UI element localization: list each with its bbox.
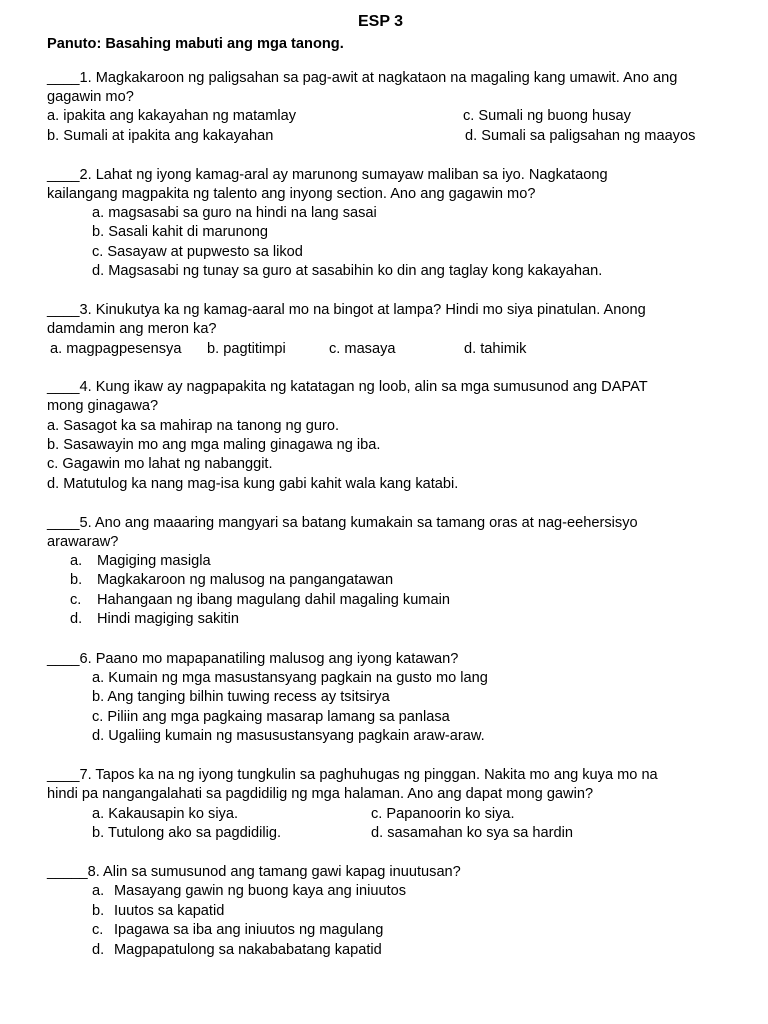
choice-a: a. magsasabi sa guro na hindi na lang sasai	[92, 205, 377, 221]
question-stem: damdamin ang meron ka?	[47, 321, 217, 337]
instruction: Panuto: Basahing mabuti ang mga tanong.	[47, 36, 344, 52]
question-stem: ____5. Ano ang maaaring mangyari sa batang kumakain sa tamang oras at nag-eehersisyo	[47, 515, 638, 531]
choice-marker-a: a.	[92, 883, 105, 899]
choice-c: Hahangaan ng ibang magulang dahil magaling kumain	[97, 592, 450, 608]
choice-b: b. Sasawayin mo ang mga maling ginagawa ng iba.	[47, 437, 381, 453]
question-stem: hindi pa nangangalahati sa pagdidilig ng mga halaman. Ano ang dapat mong gawin?	[47, 786, 594, 802]
choice-b: b. Sasali kahit di marunong	[92, 224, 269, 240]
choice-a: Masayang gawin ng buong kaya ang iniuutos	[114, 883, 407, 899]
choice-marker-b: b.	[92, 903, 105, 919]
choice-c: c. Piliin ang mga pagkaing masarap lamang sa panlasa	[92, 709, 450, 725]
choice-d: d. Ugaliing kumain ng masusustansyang pagkain araw-araw.	[92, 728, 485, 744]
choice-c: c. Gagawin mo lahat ng nabanggit.	[47, 456, 273, 472]
choice-d: d. sasamahan ko sya sa hardin	[371, 825, 573, 841]
choice-a: a. Kakausapin ko siya.	[92, 806, 239, 822]
choice-d: d. Magsasabi ng tunay sa guro at sasabihin ko din ang taglay kong kakayahan.	[92, 263, 603, 279]
question-stem: kailangang magpakita ng talento ang inyong section. Ano ang gagawin mo?	[47, 186, 536, 202]
choice-d: Hindi magiging sakitin	[97, 611, 239, 627]
choice-marker-d: d.	[70, 611, 83, 627]
choice-d: d. Matutulog ka nang mag-isa kung gabi kahit wala kang katabi.	[47, 476, 459, 492]
choice-marker-d: d.	[92, 942, 105, 958]
choice-b: b. Ang tanging bilhin tuwing recess ay tsitsirya	[92, 689, 390, 705]
choice-c: c. Papanoorin ko siya.	[371, 806, 515, 822]
choice-a: a. Kumain ng mga masustansyang pagkain na gusto mo lang	[92, 670, 488, 686]
choice-marker-b: b.	[70, 572, 83, 588]
question-stem: ____6. Paano mo mapapanatiling malusog ang iyong katawan?	[47, 651, 459, 667]
question-stem: ____4. Kung ikaw ay nagpapakita ng katatagan ng loob, alin sa mga sumusunod ang DAPAT	[47, 379, 648, 395]
choice-d: Magpapatulong sa nakababatang kapatid	[114, 942, 382, 958]
choice-a: Magiging masigla	[97, 553, 211, 569]
choice-c: Ipagawa sa iba ang iniuutos ng magulang	[114, 922, 384, 938]
choice-d: d. tahimik	[464, 341, 527, 357]
question-stem: ____1. Magkakaroon ng paligsahan sa pag-awit at nagkataon na magaling kang umawit. Ano ang	[47, 70, 678, 86]
choice-b: b. Sumali at ipakita ang kakayahan	[47, 128, 274, 144]
question-stem: ____3. Kinukutya ka ng kamag-aaral mo na bingot at lampa? Hindi mo siya pinatulan. Anong	[47, 302, 646, 318]
question-stem: mong ginagawa?	[47, 398, 159, 414]
question-stem: _____8. Alin sa sumusunod ang tamang gawi kapag inuutusan?	[47, 864, 461, 880]
choice-marker-a: a.	[70, 553, 83, 569]
choice-b: b. pagtitimpi	[207, 341, 286, 357]
page-title: ESP 3	[358, 13, 404, 30]
choice-c: c. Sumali ng buong husay	[463, 108, 631, 124]
choice-a: a. Sasagot ka sa mahirap na tanong ng guro.	[47, 418, 340, 434]
choice-marker-c: c.	[70, 592, 82, 608]
choice-c: c. Sasayaw at pupwesto sa likod	[92, 244, 303, 260]
choice-c: c. masaya	[329, 341, 396, 357]
choice-b: Iuutos sa kapatid	[114, 903, 225, 919]
choice-b: b. Tutulong ako sa pagdidilig.	[92, 825, 282, 841]
choice-a: a. ipakita ang kakayahan ng matamlay	[47, 108, 297, 124]
choice-marker-c: c.	[92, 922, 104, 938]
choice-d: d. Sumali sa paligsahan ng maayos	[465, 128, 696, 144]
choice-a: a. magpagpesensya	[50, 341, 182, 357]
question-stem: arawaraw?	[47, 534, 119, 550]
question-stem: gagawin mo?	[47, 89, 134, 105]
question-stem: ____2. Lahat ng iyong kamag-aral ay marunong sumayaw maliban sa iyo. Nagkataong	[47, 167, 608, 183]
question-stem: ____7. Tapos ka na ng iyong tungkulin sa paghuhugas ng pinggan. Nakita mo ang kuya mo na	[47, 767, 658, 783]
choice-b: Magkakaroon ng malusog na pangangatawan	[97, 572, 394, 588]
